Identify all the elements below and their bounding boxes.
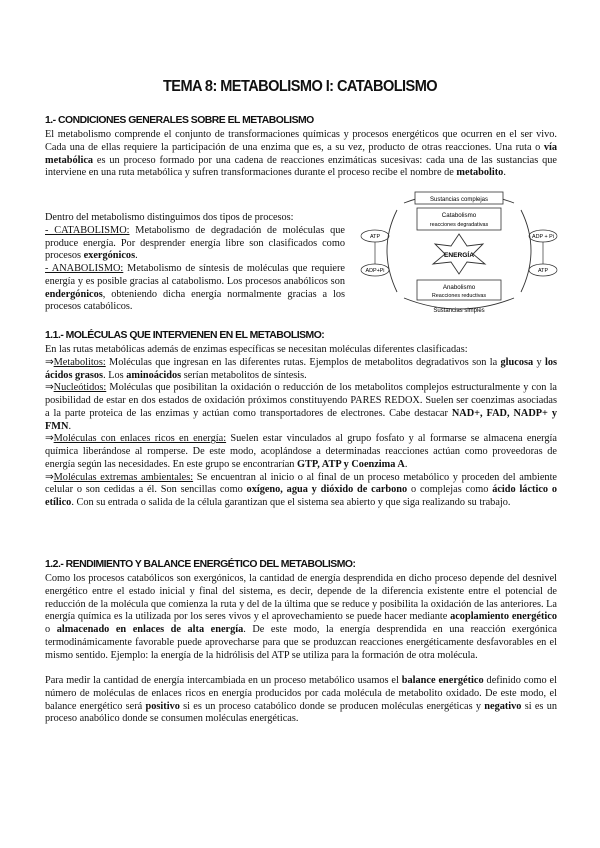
text-run: Moléculas que posibilitan la oxidación o reducción de los metabolitos complejos estructuralmente y con la posibilidad de estar en dos estados de oxidación próximos constituyendo PARES REDOX. Suelen ser coenzimas asociadas a la parte proteica de las enzimas y actúan como transportadores de electrones. Cabe destacar: [45, 382, 557, 419]
text-run: ⇒: [45, 471, 54, 483]
text-run: , obteniendo dicha energía normalmente gracias a los procesos catabólicos.: [45, 288, 345, 313]
text-run: ⇒: [45, 382, 54, 394]
text-run: ⇒: [45, 433, 54, 445]
energy-balance-paragraph: [45, 675, 557, 726]
text-run: Se encuentran al inicio o al final de un proceso metabólico y proceden del ambiente celular o son cedidas a él. Son sencillas como: [45, 471, 557, 496]
metabolites-item: [45, 357, 557, 383]
text-run: es un proceso formado por una cadena de reacciones enzimáticas sucesivas: cada una de las sustancias que interviene en una ruta metabólica y sufren transformaciones durante el proceso recibe el nombre de: [45, 154, 557, 179]
text-run: serían metabolitos de síntesis.: [181, 369, 307, 381]
text-run: si es un proceso anabólico donde se consumen moléculas energéticas.: [45, 700, 558, 725]
text-run: Metabolismo de degradación de moléculas que produce energía. Por desprender energía libre son clasificados como procesos: [45, 224, 345, 262]
text-run: . De este modo, la energía desprendida en una reacción exergónica termodinámicamente favorable puede aprovecharse para que se produzcan reacciones energéticamente desfavorables en el mismo sentido. Ejemplo: la energía de la hidrólisis del ATP se utiliza para la formación de otra molécula.: [45, 624, 557, 661]
underlined-term: Metabolitos:: [53, 356, 106, 368]
adp-right-label: ADP + Pi: [532, 234, 554, 240]
bold-term: los ácidos grasos: [45, 356, 558, 381]
text-run: Moléculas que ingresan en las diferentes rutas. Ejemplos de metabolitos degradativos son la: [105, 356, 501, 368]
anabolism-box-label: Anabolismo: [442, 284, 476, 291]
anabolism-definition: [45, 263, 345, 314]
catabolism-definition: [45, 225, 345, 263]
bold-term: oxígeno, agua y dióxido de carbono: [246, 484, 408, 496]
bold-term: vía metabólica: [45, 141, 557, 166]
text-run: si es un proceso catabólico donde se producen moléculas energéticas y: [179, 700, 485, 712]
bold-term: exergónicos: [83, 250, 136, 262]
bold-term: GTP, ATP y Coenzima A: [297, 458, 405, 470]
bold-term: NAD+, FAD, NADP+ y FMN: [45, 407, 558, 432]
text-run: Metabolismo de síntesis de moléculas que requiere energía y es posible gracias al catabolismo. Los procesos anabólicos son: [45, 263, 345, 287]
energy-bond-molecules-item: [45, 433, 557, 471]
complex-substances-label: Sustancias complejas: [429, 197, 489, 203]
text-run: ⇒: [45, 356, 54, 368]
underlined-term: - CATABOLISMO:: [45, 224, 130, 236]
underlined-term: Moléculas extremas ambientales:: [53, 471, 194, 483]
text-run: Para medir la cantidad de energía intercambiada en un proceso metabólico usamos el: [45, 675, 402, 686]
bold-term: acoplamiento energético: [450, 611, 557, 623]
energy-label: ENERGÍA: [443, 252, 475, 259]
bold-term: ácido láctico o etílico: [45, 484, 557, 508]
text-run: .: [404, 458, 408, 470]
text-run: y: [533, 356, 545, 368]
section-1-1-body: [45, 344, 557, 510]
nucleotides-item: [45, 382, 557, 433]
section-1-heading: 1.- CONDICIONES GENERALES SOBRE EL METABOLISMO: [45, 115, 314, 126]
energy-yield-paragraph: [45, 573, 557, 662]
environmental-molecules-item: [45, 472, 557, 510]
atp-right-label: ATP: [537, 268, 549, 274]
underlined-term: Moléculas con enlaces ricos en energía:: [53, 433, 227, 445]
bold-term: glucosa: [500, 356, 534, 368]
adp-left-label: ADP+Pi: [365, 268, 385, 274]
text-run: . Los: [103, 369, 127, 381]
section-1-types: [45, 212, 345, 314]
text-run: . Con su entrada o salida de la célula garantizan que el sistema sea abierto y que siga realizando su trabajo.: [71, 497, 511, 508]
text-run: definido como el número de moléculas de enlaces ricos en energía producidos por cada molécula de metabolito oxidado. De este modo, el balance energético será: [45, 675, 557, 712]
anabolism-box-sublabel: Reacciones reductivas: [431, 293, 487, 299]
text-run: .: [135, 250, 138, 262]
section-1-paragraph: [45, 129, 557, 180]
catabolism-box-sublabel: reacciones degradativas: [429, 222, 489, 228]
bold-term: almacenado en enlaces de alta energía: [56, 624, 244, 635]
underlined-term: Nucleótidos:: [53, 382, 107, 394]
text-run: El metabolismo comprende el conjunto de transformaciones químicas y procesos energéticos que ocurren en el ser vivo. Cada una de ellas requiere la participación de una enzima que es, a su vez, producto de otras reacciones. Una ruta o: [45, 129, 557, 153]
section-1-1-heading: 1.1.- MOLÉCULAS QUE INTERVIENEN EN EL METABOLISMO:: [45, 330, 325, 341]
bold-term: negativo: [484, 700, 522, 712]
bold-term: aminoácidos: [126, 369, 182, 381]
process-types-intro: [45, 212, 345, 225]
simple-substances-label: Sustancias simples: [433, 308, 485, 314]
section-1-2-heading: 1.2.- RENDIMIENTO Y BALANCE ENERGÉTICO DEL METABOLISMO:: [45, 559, 356, 570]
bold-term: balance energético: [401, 675, 484, 686]
text-run: En las rutas metabólicas además de enzimas específicas se necesitan moléculas diferentes clasificadas:: [45, 344, 468, 355]
bold-term: metabolito: [456, 167, 504, 179]
bold-term: endergónicos: [45, 288, 103, 300]
text-run: Suelen estar vinculados al grupo fosfato y al formarse se almacena energía química liberándose al romperse. De este modo, acoplándose a determinadas reacciones actúan como proveedoras de energía según las necesidades. En este grupo se encontrarían: [45, 433, 557, 470]
text-run: .: [68, 420, 72, 432]
molecules-intro: [45, 344, 557, 357]
text-run: o complejas como: [407, 484, 493, 496]
text-run: Como los procesos catabólicos son exergónicos, la cantidad de energía desprendida en dicho proceso depende del desnivel energético entre el estado inicial y final del sistema, es decir, depende de la diferencia existente entre el potencial de reducción de la molécula que comienza la ruta y del de la última que se reduce y posibilita la oxidación de las anteriores. La energía química es la utilizada por los seres vivos y el aprovechamiento se puede hacer mediante: [45, 573, 557, 623]
atp-left-label: ATP: [369, 234, 381, 240]
underlined-term: - ANABOLISMO:: [45, 263, 124, 274]
metabolism-diagram: [359, 188, 559, 318]
text-run: o: [45, 624, 57, 635]
page-title: TEMA 8: METABOLISMO I: CATABOLISMO: [162, 78, 438, 95]
text-run: .: [503, 167, 506, 179]
text-run: Dentro del metabolismo distinguimos dos tipos de procesos:: [45, 212, 294, 223]
catabolism-box-label: Catabolismo: [441, 212, 477, 219]
section-1-2-body: [45, 573, 557, 726]
section-1-intro: [45, 129, 557, 180]
bold-term: positivo: [145, 700, 180, 712]
